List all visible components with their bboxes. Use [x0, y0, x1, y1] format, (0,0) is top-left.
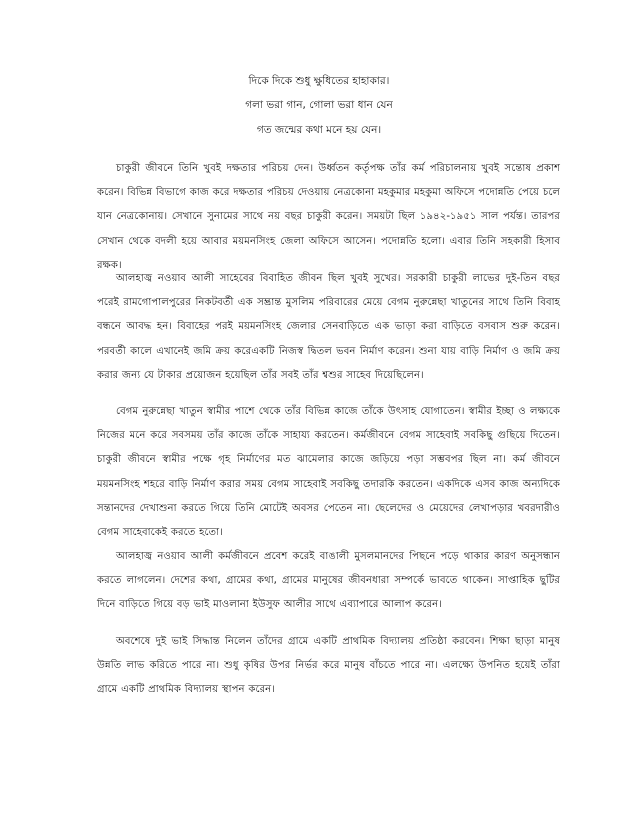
- paragraph-marriage: আলহাজ্ব নওয়াব আলী সাহেবের বিবাহিত জীবন ছিল খুবই সুখের। সরকারী চাকুরী লাভের দুই-তিন বছর পরেই রামগোপালপুরের নিকটবর্তী এক সম্ভ্রান্ত মুসলিম পরিবারের মেয়ে বেগম নুরুন্নেছা খাতুনের সাথে তিনি বিবাহ বন্ধনে আবদ্ধ হন। বিবাহের পরই ময়মনসিংহ জেলার সেনবাড়িতে এক ভাড়া করা বাড়িতে বসবাস শুরু করেন। পরবর্তী কালে এখানেই জমি ক্রয় করেএকটি নিজস্ব দ্বিতল ভবন নির্মাণ করেন। শুনা যায় বাড়ি নির্মাণ ও জমি ক্রয় করার জন্য যে টাকার প্রয়োজন হয়েছিল তাঁর সবই তাঁর শ্বশুর সাহেব দিয়েছিলেন।: [97, 273, 560, 381]
- poem-line-2: গলা ভরা গান, গোলা ভরা ধান যেন: [245, 99, 393, 111]
- poem-line-1: দিকে দিকে শুধু ক্ষুধিতের হাহাকার।: [248, 75, 390, 87]
- paragraph-community-thoughts: আলহাজ্ব নওয়াব আলী কর্মজীবনে প্রবেশ করেই বাঙালী মুসলমানদের পিছনে পড়ে থাকার কারণ অনুসন্ধান করতে লাগলেন। দেশের কথা, গ্রামের কথা, গ্রামের মানুষের জীবনধারা সম্পর্কে ভাবতে থাকেন। সাপ্তাহিক ছুটির দিনে বাড়িতে গিয়ে বড় ভাই মাওলানা ইউসুফ আলীর সাথে এব্যাপারে আলাপ করেন।: [97, 551, 560, 611]
- paragraph-school-founding: অবশেষে দুই ভাই সিদ্ধান্ত নিলেন তাঁদের গ্রামে একটি প্রাথমিক বিদ্যালয় প্রতিষ্ঠা করবেন। শিক্ষা ছাড়া মানুষ উন্নতি লাভ করিতে পারে না। শুধু কৃষির উপর নির্ভর করে মানুষ বাঁচতে পারে না। এলক্ষ্যে উপনিত হয়েই তাঁরা গ্রামে একটি প্রাথমিক বিদ্যালয় স্থাপন করেন।: [97, 636, 560, 696]
- paragraph-wife-support: বেগম নুরুন্নেছা খাতুন স্বামীর পাশে থেকে তাঁর বিভিন্ন কাজে তাঁকে উৎসাহ যোগাতেন। স্বামীর ইচ্ছা ও লক্ষ্যকে নিজের মনে করে সবসময় তাঁর কাজে তাঁকে সাহায্য করতেন। কর্মজীবনে বেগম সাহেবাই সবকিছু গুছিয়ে দিতেন। চাকুরী জীবনে স্বামীর পক্ষে গৃহ নির্মাণের মত ঝামেলার কাজে জড়িয়ে পড়া সম্ভবপর ছিল না। কর্ম জীবনে ময়মনসিংহ শহরে বাড়ি নির্মাণ করার সময় বেগম সাহেবাই সবকিছু তদারকি করতেন। একদিকে এসব কাজ অন্যদিকে সন্তানদের দেখাশুনা করতে গিয়ে তিনি মোটেই অবসর পেতেন না। ছেলেদের ও মেয়েদের লেখাপড়ার খবরদারীও বেগম সাহেবাকেই করতে হতো।: [97, 406, 560, 539]
- paragraph-career: চাকুরী জীবনে তিনি খুবই দক্ষতার পরিচয় দেন। উর্ধ্বতন কর্তৃপক্ষ তাঁর কর্ম পরিচালনায় খুবই সন্তোষ প্রকাশ করেন। বিভিন্ন বিভাগে কাজ করে দক্ষতার পরিচয় দেওয়ায় নেত্রকোনা মহকুমার মহকুমা অফিসে পদোন্নতি পেয়ে চলে যান নেত্রকোনায়। সেখানে সুনামের সাথে নয় বছর চাকুরী করেন। সময়টা ছিল ১৯৪২-১৯৫১ সাল পর্যন্ত। তারপর সেখান থেকে বদলী হয়ে আবার ময়মনসিংহ জেলা অফিসে আসেন। পদোন্নতি হলো। এবার তিনি সহকারী হিসাব রক্ষক।: [97, 163, 560, 271]
- poem-line-3: গত জন্মের কথা মনে হয় যেন।: [256, 124, 382, 136]
